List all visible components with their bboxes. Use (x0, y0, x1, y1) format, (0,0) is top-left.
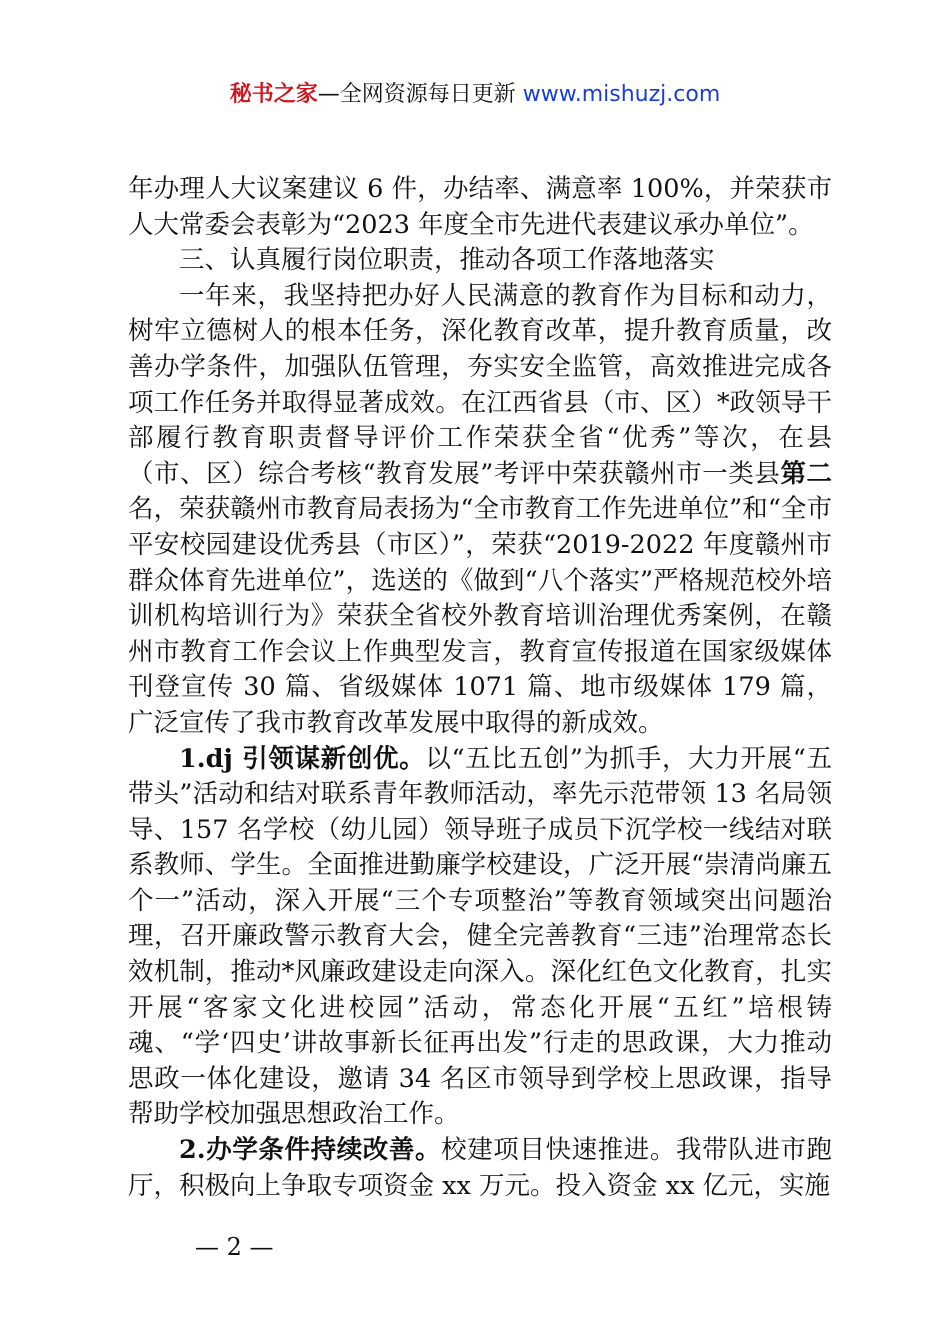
paragraph-item-2 (128, 1133, 832, 1204)
document-body (128, 172, 832, 1204)
paragraph-text: 一年来，我坚持把办好人民满意的教育作为目标和动力，树牢立德树人的根本任务，深化教育改革，提升教育质量，改善办学条件，加强队伍管理，夯实安全监管，高效推进完成各项工作任务并取得显著成效。在江西省县（市、区）*政领导干部履行教育职责督导评价工作荣获全省“优秀”等次，在县（市、区）综合考核“教育发展”考评中荣获赣州市一类县 (128, 280, 832, 489)
paragraph-text: 名，荣获赣州市教育局表扬为“全市教育工作先进单位”和“全市平安校园建设优秀县（市区）”，荣获“2019-2022 年度赣州市群众体育先进单位”，选送的《做到“八个落实”严格规范校外培训机构培训行为》荣获全省校外教育培训治理优秀案例，在赣州市教育工作会议上作典型发言，教育宣传报道在国家级媒体刊登宣传 30 篇、省级媒体 1071 篇、地市级媒体 179 篇，广泛宣传了我市教育改革发展中取得的新成效。 (128, 494, 832, 738)
emphasis-text: 第二 (780, 458, 832, 489)
site-link[interactable]: www.mishuzj.com (522, 82, 721, 107)
page-number: — 2 — (195, 1233, 274, 1261)
item-body: 以“五比五创”为抓手，大力开展“五带头”活动和结对联系青年教师活动，率先示范带领 13 名局领导、157 名学校（幼儿园）领导班子成员下沉学校一线结对联系教师、学生。全面推进勤廉学校建设，广泛开展“崇清尚廉五个一”活动，深入开展“三个专项整治”等教育领域突出问题治理，召开廉政警示教育大会，健全完善教育“三违”治理常态长效机制，推动*风廉政建设走向深入。深化红色文化教育，扎实开展“客家文化进校园”活动，常态化开展“五红”培根铸魂、“学‘四史’讲故事新长征再出发”行走的思政课，大力推动思政一体化建设，邀请 34 名区市领导到学校上思政课，指导帮助学校加强思想政治工作。 (128, 743, 832, 1130)
brand-name: 秘书之家 (229, 82, 318, 107)
paragraph-item-1 (128, 742, 832, 1134)
paragraph-continuation: 年办理人大议案建议 6 件，办结率、满意率 100%，并荣获市人大常委会表彰为“2023 年度全市先进代表建议承办单位”。 (128, 174, 832, 240)
item-body: 校建项目快速推进。我带队进市跑厅，积极向上争取专项资金 xx 万元。投入资金 xx 亿元，实施 (128, 1135, 832, 1201)
page-header (0, 78, 950, 112)
header-tagline: —全网资源每日更新 (317, 82, 516, 107)
section-heading: 三、认真履行岗位职责，推动各项工作落地落实 (179, 245, 715, 276)
paragraph-achievements (128, 279, 832, 742)
item-title: 1.dj 引领谋新创优。 (179, 743, 426, 774)
item-title: 2.办学条件持续改善。 (179, 1135, 442, 1166)
